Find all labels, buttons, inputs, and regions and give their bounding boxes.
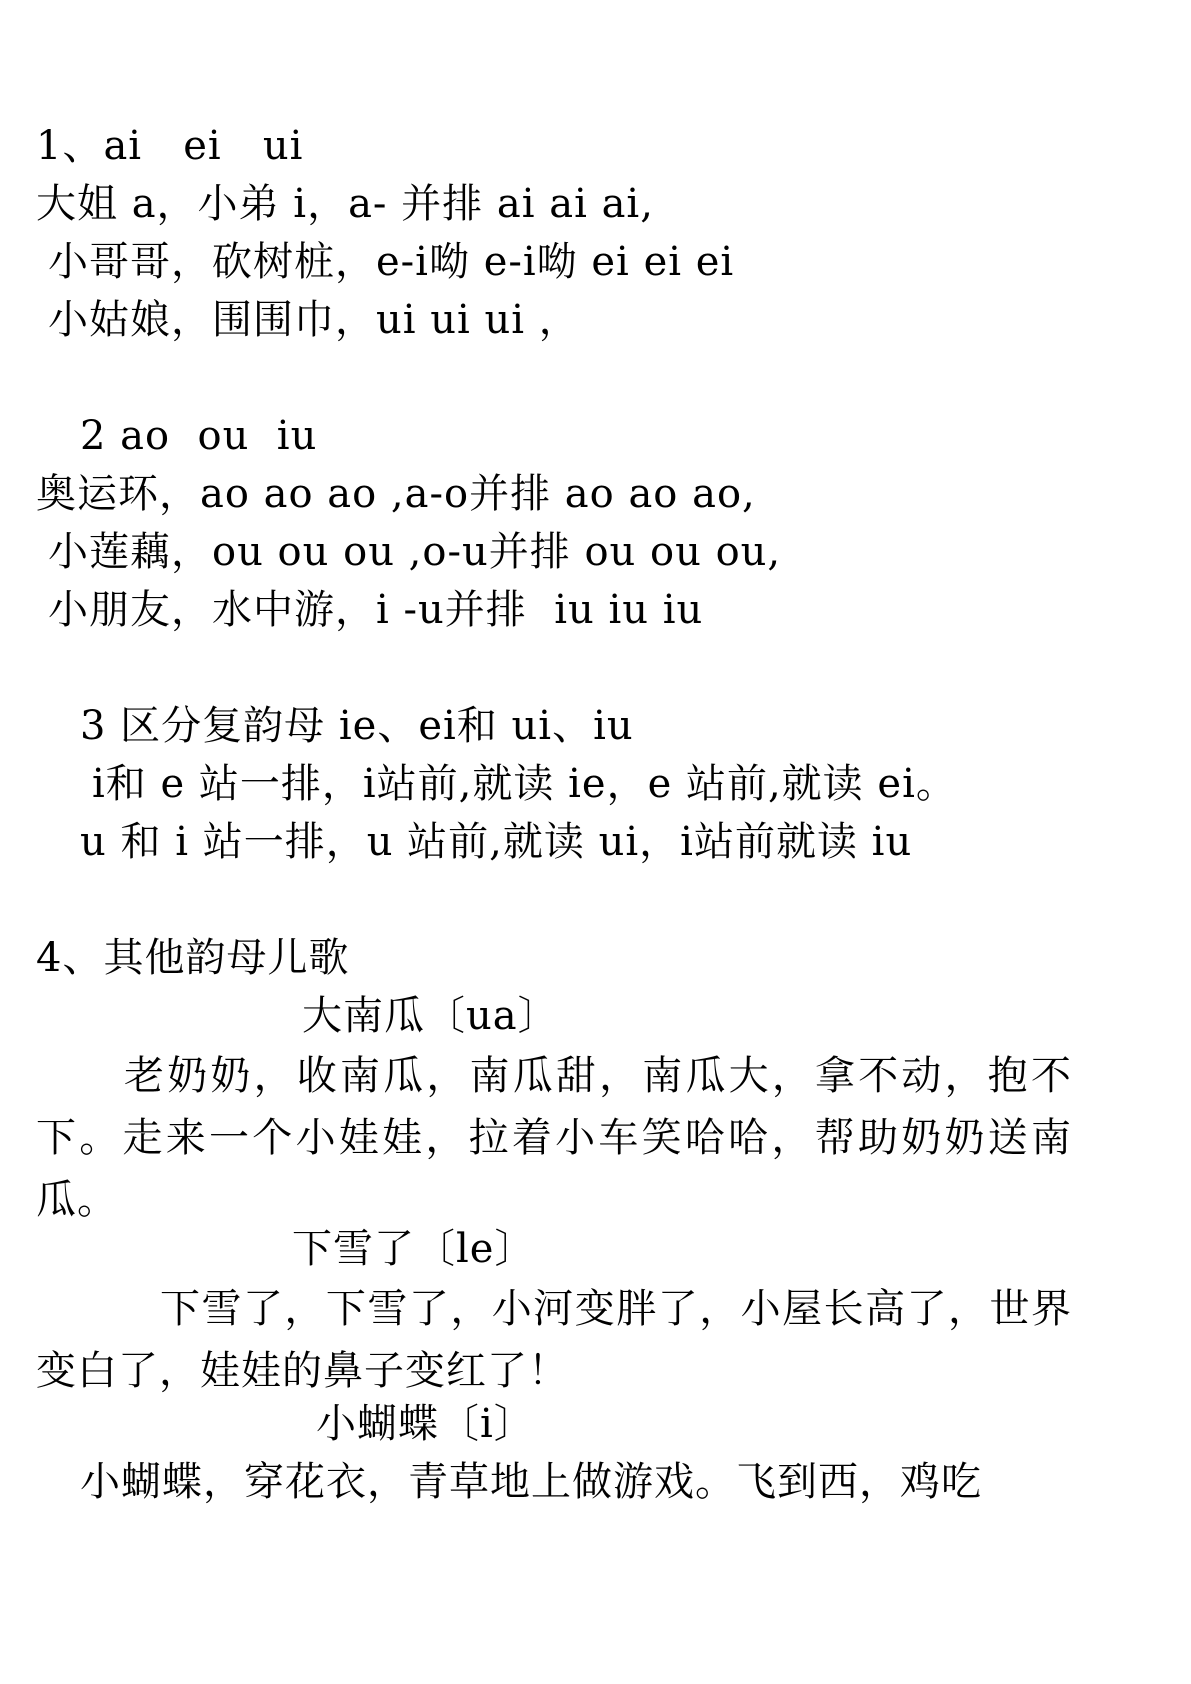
section-2-heading: 2 ao ou iu	[80, 413, 318, 459]
section-1-line-2: 小哥哥，砍树桩，e-i呦 e-i呦 ei ei ei	[48, 239, 735, 285]
section-3-heading: 3 区分复韵母 ie、ei和 ui、iu	[80, 703, 634, 749]
section-1-line-3: 小姑娘，围围巾，ui ui ui ，	[48, 297, 580, 343]
section-3-line-2: u 和 i 站一排，u 站前,就读 ui，i站前就读 iu	[80, 819, 913, 865]
section-2-line-2: 小莲藕，ou ou ou ,o-u并排 ou ou ou,	[48, 529, 782, 575]
poem-2-title: 下雪了〔le〕	[292, 1226, 536, 1272]
poem-3-body: 小蝴蝶，穿花衣，青草地上做游戏。飞到西，鸡吃	[80, 1459, 982, 1505]
poem-2-body: 下雪了，下雪了，小河变胖了，小屋长高了，世界变白了，娃娃的鼻子变红了！	[36, 1286, 1072, 1394]
poem-3-title: 小蝴蝶〔i〕	[316, 1401, 535, 1447]
section-3-line-1: i和 e 站一排，i站前,就读 ie，e 站前,就读 ei。	[92, 761, 957, 807]
section-2-line-1: 奥运环，ao ao ao ,a-o并排 ao ao ao,	[36, 471, 756, 517]
section-1-line-1: 大姐 a，小弟 i，a- 并排 ai ai ai,	[36, 181, 654, 227]
poem-1-body: 老奶奶，收南瓜，南瓜甜，南瓜大，拿不动，抱不下。走来一个小娃娃，拉着小车笑哈哈，帮助奶奶送南瓜。	[36, 1053, 1072, 1223]
poem-1-title: 大南瓜〔ua〕	[302, 993, 559, 1039]
section-4-heading: 4、其他韵母儿歌	[36, 935, 350, 981]
section-2-line-3: 小朋友，水中游，i -u并排 iu iu iu	[48, 587, 704, 633]
section-1-heading: 1、ai ei ui	[36, 123, 304, 169]
